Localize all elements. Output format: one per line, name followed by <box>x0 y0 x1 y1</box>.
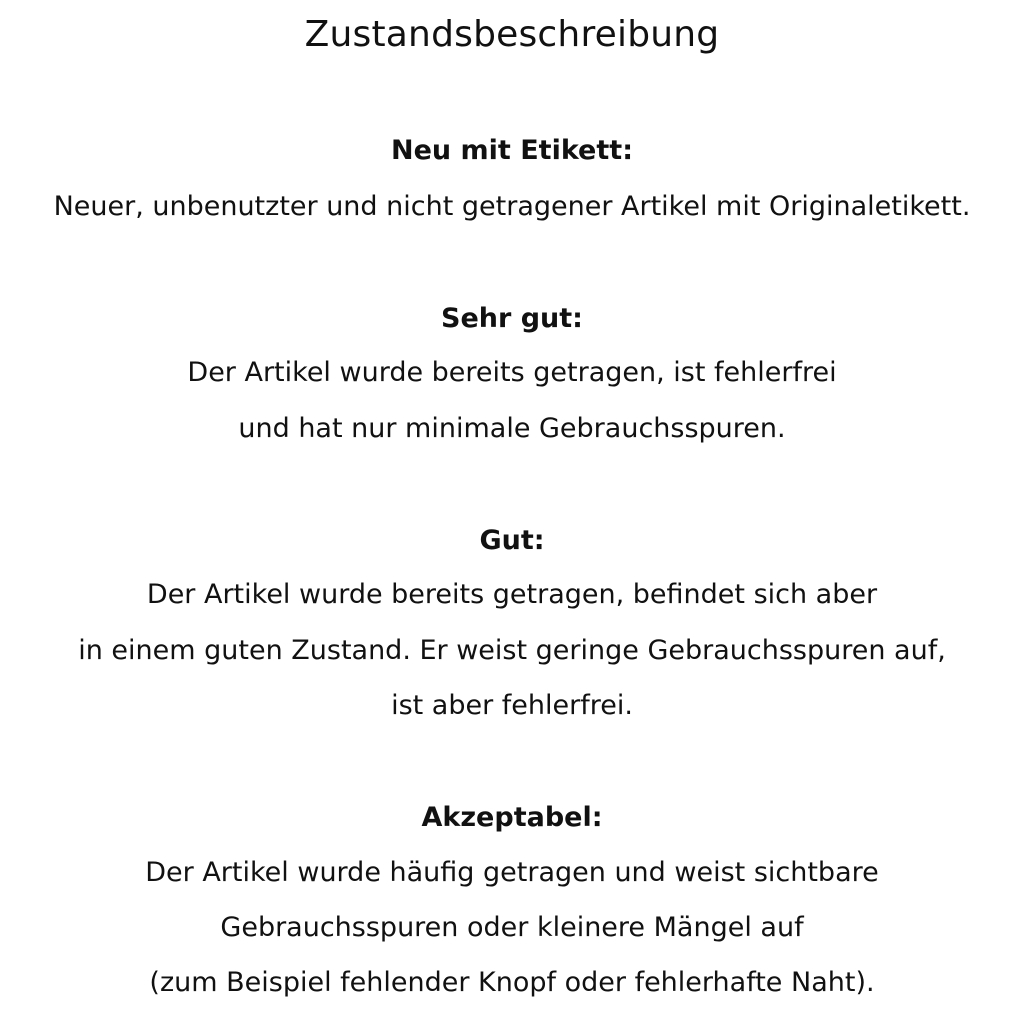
section-heading-neu-mit-etikett: Neu mit Etikett: <box>391 135 633 166</box>
section-heading-gut: Gut: <box>479 525 545 556</box>
section-text-line: und hat nur minimale Gebrauchsspuren. <box>238 413 786 444</box>
section-text-line: ist aber fehlerfrei. <box>391 690 633 721</box>
section-text-line: in einem guten Zustand. Er weist geringe Gebrauchsspuren auf, <box>78 635 946 666</box>
section-text-line: (zum Beispiel fehlender Knopf oder fehlerhafte Naht). <box>149 967 875 998</box>
section-heading-sehr-gut: Sehr gut: <box>441 303 583 334</box>
section-text-line: Der Artikel wurde häufig getragen und weist sichtbare <box>145 857 879 888</box>
section-text-line: Der Artikel wurde bereits getragen, ist fehlerfrei <box>187 357 837 388</box>
section-text-line: Gebrauchsspuren oder kleinere Mängel auf <box>220 912 804 943</box>
section-heading-akzeptabel: Akzeptabel: <box>421 802 603 833</box>
section-text-line: Der Artikel wurde bereits getragen, befindet sich aber <box>146 579 878 610</box>
section-text-line: Neuer, unbenutzter und nicht getragener Artikel mit Originaletikett. <box>53 191 971 222</box>
page-title: Zustandsbeschreibung <box>304 14 720 55</box>
